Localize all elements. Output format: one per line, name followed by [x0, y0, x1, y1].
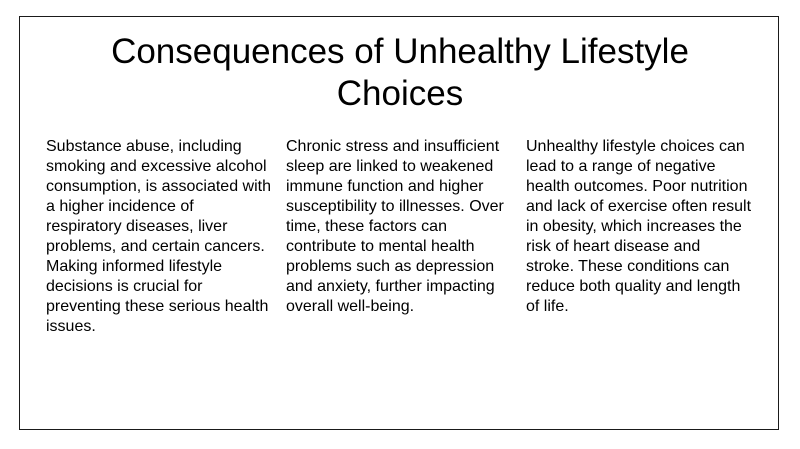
slide-title-line-1: Consequences of Unhealthy Lifestyle — [111, 32, 689, 71]
slide — [19, 16, 779, 430]
text-column-stress-sleep: Chronic stress and insufficient sleep are linked to weakened immune function and higher susceptibility to illnesses. Over time, these factors can contribute to mental health problems such as depression and anxiety, further impacting overall well-being. — [286, 138, 504, 315]
slide-title-line-2: Choices — [336, 74, 464, 113]
slide-title — [20, 31, 780, 115]
text-column-substance-abuse: Substance abuse, including smoking and excessive alcohol consumption, is associated with a higher incidence of respiratory diseases, liver problems, and certain cancers. Making informed lifestyle decisions is crucial for preventing these serious health issues. — [46, 138, 271, 335]
text-column-nutrition-exercise: Unhealthy lifestyle choices can lead to a range of negative health outcomes. Poor nutrition and lack of exercise often result in obesity, which increases the risk of heart disease and stroke. These conditions can reduce both quality and length of life. — [526, 138, 752, 315]
